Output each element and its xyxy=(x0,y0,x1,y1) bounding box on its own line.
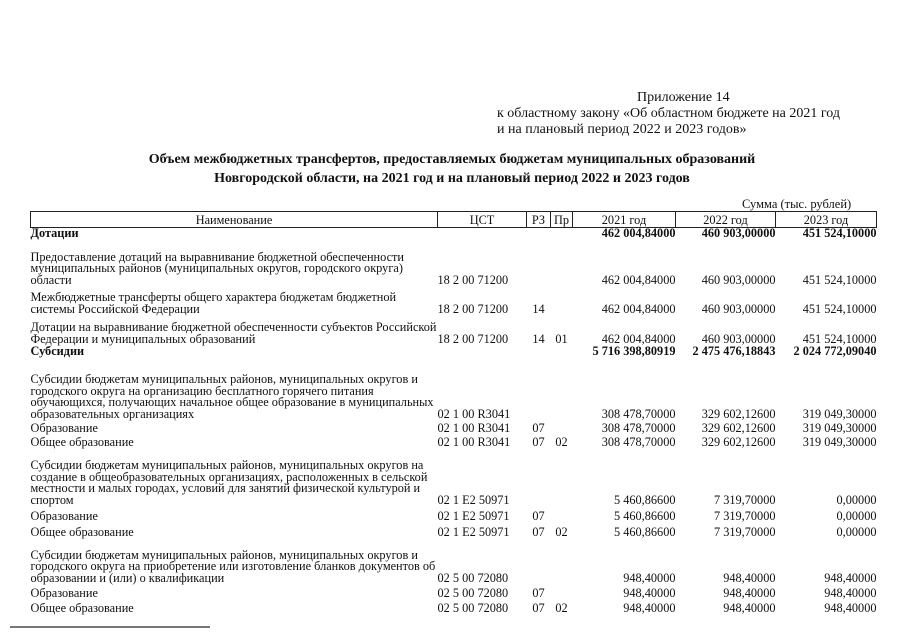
row-value-2021: 948,40000 xyxy=(623,570,676,585)
row-value-2022: 948,40000 xyxy=(723,585,776,600)
table-row xyxy=(31,435,877,449)
row-value-2021: 5 716 398,80919 xyxy=(592,343,676,358)
row-rz: 07 xyxy=(532,600,545,615)
row-value-2021: 5 460,86600 xyxy=(614,524,676,539)
row-pr xyxy=(551,539,573,585)
row-pr xyxy=(551,241,573,287)
annex-period: и на плановый период 2022 и 2023 годов» xyxy=(497,122,747,137)
header-cst: ЦСТ xyxy=(438,212,527,228)
table-row xyxy=(31,523,877,539)
bottom-rule xyxy=(10,626,210,628)
row-value-2021: 948,40000 xyxy=(623,600,676,615)
row-value-2023: 451 524,10000 xyxy=(802,272,877,287)
row-name: Образование xyxy=(30,420,98,435)
row-value-2021: 462 004,84000 xyxy=(601,272,676,287)
row-pr: 02 xyxy=(555,434,568,449)
row-value-2022: 948,40000 xyxy=(723,570,776,585)
row-cst: 18 2 00 71200 xyxy=(437,272,509,287)
header-2021: 2021 год xyxy=(573,212,676,228)
row-rz: 07 xyxy=(532,524,545,539)
row-rz: 07 xyxy=(532,585,545,600)
row-pr: 02 xyxy=(555,600,568,615)
row-value-2022: 460 903,00000 xyxy=(701,331,776,346)
table-body xyxy=(31,228,877,615)
row-value-2022: 7 319,70000 xyxy=(714,524,776,539)
table-row xyxy=(31,421,877,435)
row-value-2021: 308 478,70000 xyxy=(601,434,676,449)
row-pr xyxy=(551,449,573,507)
table-row xyxy=(31,316,877,346)
table-row xyxy=(31,600,877,615)
row-cst: 02 1 E2 50971 xyxy=(437,524,510,539)
table-row xyxy=(31,228,877,241)
row-value-2021: 308 478,70000 xyxy=(601,420,676,435)
row-value-2022: 460 903,00000 xyxy=(701,272,776,287)
row-name: Образование xyxy=(30,508,98,523)
row-cst: 18 2 00 71200 xyxy=(437,301,509,316)
annex-block xyxy=(497,90,840,138)
row-name: Предоставление дотаций на выравнивание бюджетной обеспеченности муниципальных районов (муниципальных округов, городского округа) области xyxy=(30,249,404,287)
header-name: Наименование xyxy=(31,212,438,228)
row-name: Общее образование xyxy=(30,600,134,615)
row-value-2023: 451 524,10000 xyxy=(802,301,877,316)
row-cst: 18 2 00 71200 xyxy=(437,331,509,346)
row-rz: 14 xyxy=(532,301,545,316)
row-pr: 02 xyxy=(555,524,568,539)
row-rz xyxy=(527,241,551,287)
title-line-1: Объем межбюджетных трансфертов, предоставляемых бюджетам муниципальных образований xyxy=(148,152,756,167)
row-pr: 01 xyxy=(555,331,568,346)
row-value-2021: 308 478,70000 xyxy=(601,406,676,421)
row-value-2021: 462 004,84000 xyxy=(601,226,676,240)
row-cst: 02 5 00 72080 xyxy=(437,600,509,615)
table-row xyxy=(31,539,877,585)
title-line-2: Новгородской области, на 2021 год и на плановый период 2022 и 2023 годов xyxy=(214,171,690,186)
row-value-2021: 462 004,84000 xyxy=(601,301,676,316)
row-value-2023: 948,40000 xyxy=(824,570,877,585)
header-2023: 2023 год xyxy=(776,212,877,228)
header-pr: Пр xyxy=(551,212,573,228)
row-rz xyxy=(527,539,551,585)
row-cst xyxy=(438,228,527,241)
row-value-2023: 319 049,30000 xyxy=(802,406,877,421)
row-name: Образование xyxy=(30,585,98,600)
units-label: Сумма (тыс. рублей) xyxy=(742,197,852,211)
row-cst: 02 1 00 R3041 xyxy=(437,434,511,449)
row-cst: 02 5 00 72080 xyxy=(437,570,509,585)
table-row xyxy=(31,287,877,316)
row-value-2022: 7 319,70000 xyxy=(714,508,776,523)
annex-law-reference: к областному закону «Об областном бюджете на 2021 год xyxy=(497,106,840,121)
row-value-2021: 462 004,84000 xyxy=(601,331,676,346)
row-value-2023: 948,40000 xyxy=(824,600,877,615)
row-value-2023: 451 524,10000 xyxy=(802,226,877,240)
row-value-2022: 7 319,70000 xyxy=(714,492,776,507)
row-name: Общее образование xyxy=(30,524,134,539)
row-value-2022: 460 903,00000 xyxy=(701,301,776,316)
row-value-2023: 451 524,10000 xyxy=(802,331,877,346)
table-row xyxy=(31,585,877,600)
row-value-2021: 5 460,86600 xyxy=(614,508,676,523)
row-rz: 07 xyxy=(532,420,545,435)
row-pr xyxy=(551,287,573,316)
row-cst: 02 1 00 R3041 xyxy=(437,420,511,435)
document-title xyxy=(30,150,874,188)
row-cst: 02 1 E2 50971 xyxy=(437,492,510,507)
row-name: Дотации xyxy=(30,226,79,240)
row-pr xyxy=(551,228,573,241)
row-cst: 02 1 00 R3041 xyxy=(437,406,511,421)
row-value-2023: 319 049,30000 xyxy=(802,434,877,449)
row-value-2021: 5 460,86600 xyxy=(614,492,676,507)
row-pr xyxy=(551,507,573,523)
row-rz xyxy=(527,346,551,361)
header-2022: 2022 год xyxy=(676,212,776,228)
row-value-2022: 329 602,12600 xyxy=(701,420,776,435)
table-row xyxy=(31,241,877,287)
row-rz: 07 xyxy=(532,508,545,523)
row-pr xyxy=(551,361,573,421)
row-cst: 02 1 E2 50971 xyxy=(437,508,510,523)
row-name: Субсидии xyxy=(30,343,85,358)
row-pr xyxy=(551,346,573,361)
row-cst xyxy=(438,346,527,361)
header-rz: РЗ xyxy=(527,212,551,228)
row-rz: 14 xyxy=(532,331,545,346)
row-value-2022: 329 602,12600 xyxy=(701,406,776,421)
table-row xyxy=(31,507,877,523)
row-name: Субсидии бюджетам муниципальных районов, муниципальных округов на создание в общеобразовательных организациях, расположенных в сельской местности и малых городах, условий для занятий физической культурой и спортом xyxy=(30,458,428,507)
row-pr xyxy=(551,421,573,435)
row-cst: 02 5 00 72080 xyxy=(437,585,509,600)
row-rz xyxy=(527,449,551,507)
row-value-2023: 948,40000 xyxy=(824,585,877,600)
row-value-2021: 948,40000 xyxy=(623,585,676,600)
row-rz: 07 xyxy=(532,434,545,449)
row-value-2022: 460 903,00000 xyxy=(701,226,776,240)
row-value-2022: 329 602,12600 xyxy=(701,434,776,449)
row-name: Общее образование xyxy=(30,434,134,449)
row-value-2023: 0,00000 xyxy=(836,508,877,523)
table-row xyxy=(31,346,877,361)
table-row xyxy=(31,449,877,507)
row-name: Субсидии бюджетам муниципальных районов, муниципальных округов и городского округа на организацию бесплатного горячего питания обучающихся, получающих начальное общее образование в муниципальных образовательных организациях xyxy=(30,372,434,421)
transfers-table xyxy=(30,211,877,615)
table-row xyxy=(31,361,877,421)
row-value-2023: 319 049,30000 xyxy=(802,420,877,435)
annex-number: Приложение 14 xyxy=(637,90,730,105)
row-name: Дотации на выравнивание бюджетной обеспеченности субъектов Российской Федерации и муниципальных образований xyxy=(30,320,437,346)
row-rz xyxy=(527,228,551,241)
row-pr xyxy=(551,585,573,600)
row-name: Межбюджетные трансферты общего характера бюджетам бюджетной системы Российской Федерации xyxy=(30,290,397,316)
row-value-2022: 948,40000 xyxy=(723,600,776,615)
row-rz xyxy=(527,361,551,421)
row-value-2023: 2 024 772,09040 xyxy=(793,343,877,358)
row-value-2022: 2 475 476,18843 xyxy=(692,343,776,358)
row-value-2023: 0,00000 xyxy=(836,524,877,539)
row-name: Субсидии бюджетам муниципальных районов, муниципальных округов и городского округа на приобретение или изготовление бланков документов об образовании и (или) о квалификации xyxy=(30,547,436,585)
row-value-2023: 0,00000 xyxy=(836,492,877,507)
